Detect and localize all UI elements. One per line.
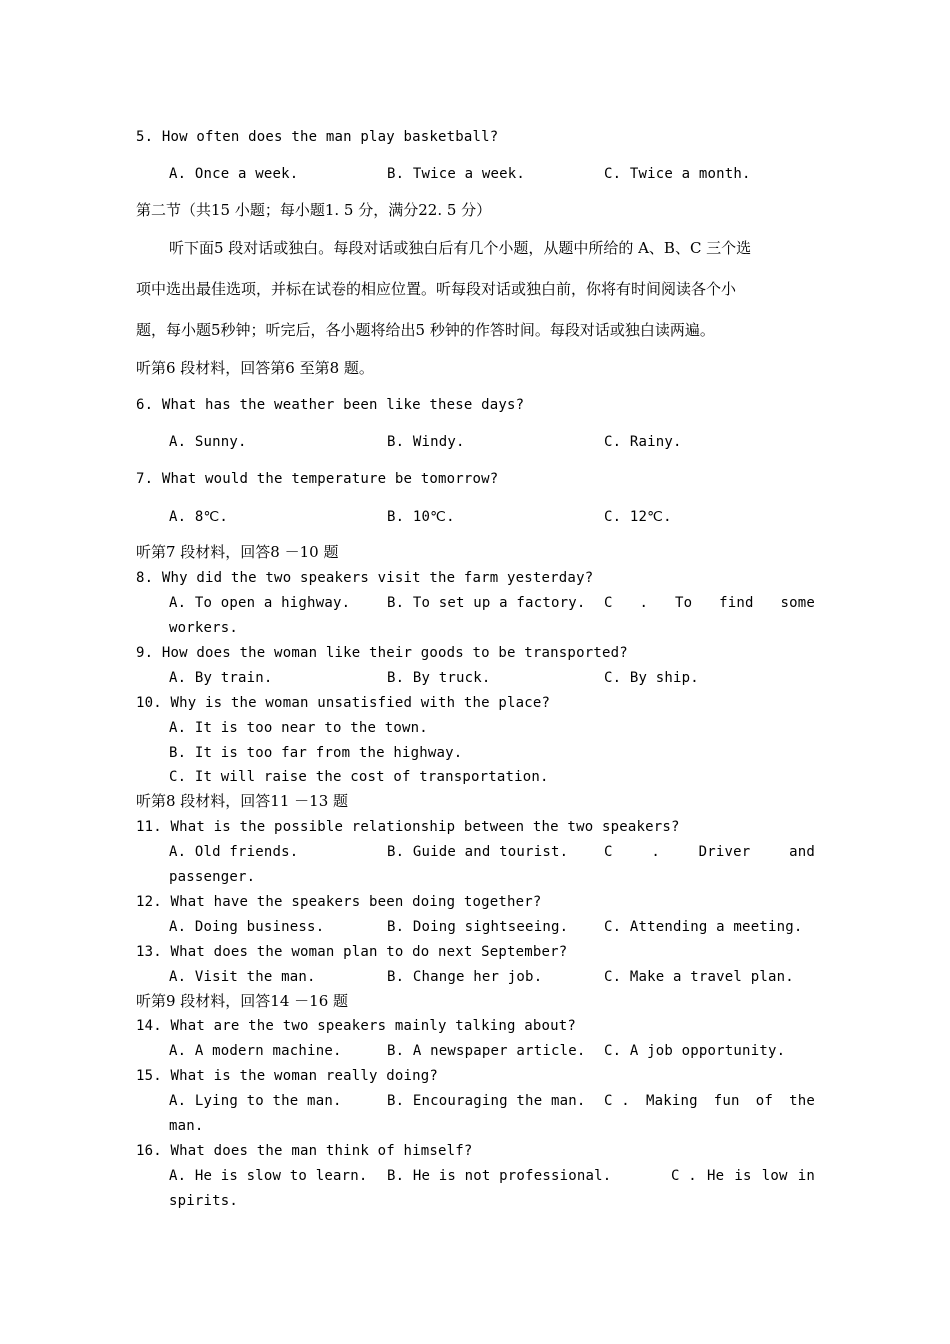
question-16-option-a: A. He is slow to learn. [169, 1168, 368, 1184]
question-8-stem: 8. Why did the two speakers visit the farm yesterday? [136, 570, 594, 586]
question-11-option-c [604, 843, 815, 861]
question-15-option-c-part: the [789, 1093, 815, 1109]
question-10-option-c: C. It will raise the cost of transportation. [169, 769, 549, 785]
question-14-option-c: C. A job opportunity. [604, 1043, 786, 1059]
question-11-option-a: A. Old friends. [169, 844, 299, 860]
question-8-option-a: A. To open a highway. [169, 595, 351, 611]
question-11-option-c-part: . [651, 844, 660, 860]
question-8-option-c [604, 594, 815, 612]
question-13-option-a: A. Visit the man. [169, 969, 316, 985]
question-11-option-c-continued: passenger. [169, 869, 256, 885]
question-6-option-a: A. Sunny. [169, 434, 247, 450]
question-16-option-c-continued: spirits. [169, 1193, 239, 1209]
question-16-option-c-part: low [761, 1168, 788, 1184]
question-16-option-c-part: is [734, 1168, 752, 1184]
group-7-heading: 听第7 段材料，回答8 －10 题 [136, 543, 339, 561]
question-15-option-a: A. Lying to the man. [169, 1093, 342, 1109]
section-2-intro-line-1: 听下面5 段对话或独白。每段对话或独白后有几个小题，从题中所给的 A、B、C 三个选 [169, 239, 752, 257]
question-15-option-c [604, 1092, 815, 1110]
question-10-option-a: A. It is too near to the town. [169, 720, 428, 736]
question-15-option-c-continued: man. [169, 1118, 204, 1134]
question-16-option-c-part: C . [671, 1168, 697, 1184]
question-5-option-a: A. Once a week. [169, 166, 299, 182]
question-8-option-c-part: C [604, 595, 613, 611]
question-15-option-b: B. Encouraging the man. [387, 1093, 586, 1109]
section-2-intro-line-2: 项中选出最佳选项，并标在试卷的相应位置。听每段对话或独白前，你将有时间阅读各个小 [136, 280, 737, 298]
question-15-stem: 15. What is the woman really doing? [136, 1068, 439, 1084]
section-2-title: 第二节（共15 小题；每小题1. 5 分，满分22. 5 分） [136, 201, 492, 219]
question-16-option-b: B. He is not professional. [387, 1168, 612, 1184]
question-7-option-b: B. 10℃. [387, 509, 455, 525]
question-9-stem: 9. How does the woman like their goods to be transported? [136, 645, 628, 661]
question-14-option-a: A. A modern machine. [169, 1043, 342, 1059]
question-11-stem: 11. What is the possible relationship between the two speakers? [136, 819, 680, 835]
group-8-heading: 听第8 段材料，回答11 －13 题 [136, 792, 349, 810]
section-2-intro-line-3: 题，每小题5秒钟；听完后，各小题将给出5 秒钟的作答时间。每段对话或独白读两遍。 [136, 321, 715, 339]
question-6-option-c: C. Rainy. [604, 434, 682, 450]
question-13-stem: 13. What does the woman plan to do next September? [136, 944, 568, 960]
question-16-stem: 16. What does the man think of himself? [136, 1143, 473, 1159]
question-9-option-a: A. By train. [169, 670, 273, 686]
question-5-option-c: C. Twice a month. [604, 166, 751, 182]
question-16-option-c [671, 1167, 815, 1185]
question-8-option-c-part: find [719, 595, 754, 611]
question-7-option-a: A. 8℃. [169, 509, 229, 525]
group-9-heading: 听第9 段材料，回答14 －16 题 [136, 992, 349, 1010]
question-12-stem: 12. What have the speakers been doing together? [136, 894, 542, 910]
question-6-stem: 6. What has the weather been like these days? [136, 397, 525, 413]
question-12-option-a: A. Doing business. [169, 919, 325, 935]
question-5-option-b: B. Twice a week. [387, 166, 526, 182]
question-12-option-b: B. Doing sightseeing. [387, 919, 569, 935]
question-11-option-c-part: C [604, 844, 613, 860]
question-15-option-c-part: fun [713, 1093, 740, 1109]
question-11-option-c-part: and [789, 844, 815, 860]
question-11-option-b: B. Guide and tourist. [387, 844, 569, 860]
question-8-option-c-continued: workers. [169, 620, 239, 636]
question-13-option-c: C. Make a travel plan. [604, 969, 794, 985]
question-8-option-b: B. To set up a factory. [387, 595, 586, 611]
question-7-stem: 7. What would the temperature be tomorrow? [136, 471, 499, 487]
question-5-stem: 5. How often does the man play basketball? [136, 129, 499, 145]
question-8-option-c-part: . [639, 595, 649, 611]
question-9-option-b: B. By truck. [387, 670, 491, 686]
question-8-option-c-part: some [780, 595, 815, 611]
question-13-option-b: B. Change her job. [387, 969, 543, 985]
question-10-stem: 10. Why is the woman unsatisfied with the place? [136, 695, 551, 711]
question-15-option-c-part: of [755, 1093, 774, 1109]
question-10-option-b: B. It is too far from the highway. [169, 745, 463, 761]
question-6-option-b: B. Windy. [387, 434, 465, 450]
question-14-option-b: B. A newspaper article. [387, 1043, 586, 1059]
question-8-option-c-part: To [674, 595, 693, 611]
group-6-heading: 听第6 段材料，回答第6 至第8 题。 [136, 359, 374, 377]
question-14-stem: 14. What are the two speakers mainly talking about? [136, 1018, 577, 1034]
question-15-option-c-part: Making [645, 1093, 698, 1109]
question-11-option-c-part: Driver [698, 844, 751, 860]
question-16-option-c-part: He [706, 1168, 725, 1184]
question-9-option-c: C. By ship. [604, 670, 699, 686]
question-12-option-c: C. Attending a meeting. [604, 919, 803, 935]
question-16-option-c-part: in [797, 1168, 815, 1184]
question-15-option-c-part: C . [604, 1093, 630, 1109]
question-7-option-c: C. 12℃. [604, 509, 672, 525]
